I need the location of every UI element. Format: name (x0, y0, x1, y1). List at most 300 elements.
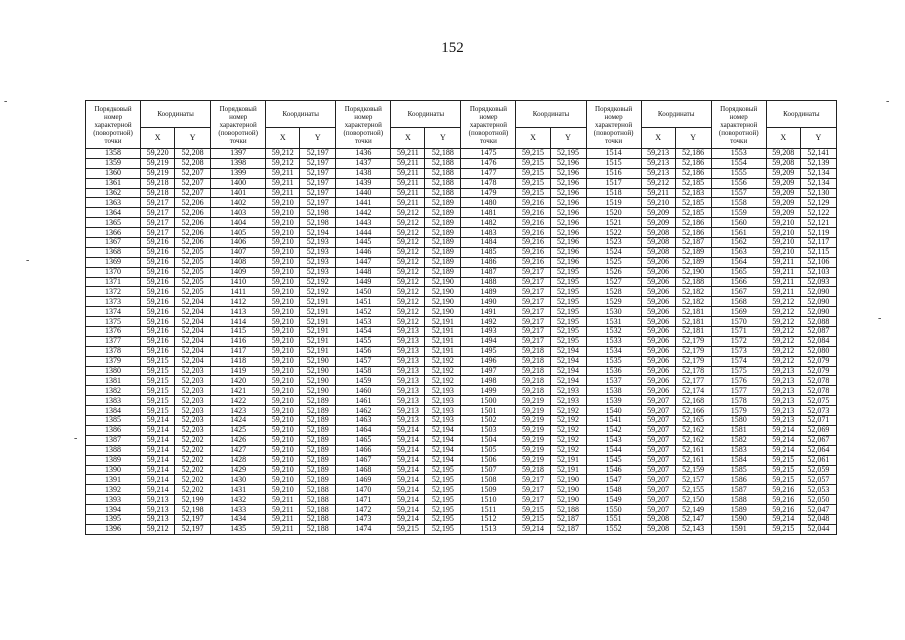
cell-point-number: 1414 (211, 317, 266, 327)
cell-point-number: 1458 (336, 366, 391, 376)
cell-x: 59,219 (516, 406, 550, 416)
cell-point-number: 1513 (461, 524, 516, 534)
cell-point-number: 1365 (86, 218, 141, 228)
cell-y: 52,181 (675, 317, 711, 327)
cell-y: 52,190 (675, 267, 711, 277)
cell-point-number: 1427 (211, 445, 266, 455)
cell-point-number: 1401 (211, 188, 266, 198)
cell-point-number: 1412 (211, 297, 266, 307)
cell-point-number: 1467 (336, 455, 391, 465)
cell-y: 52,193 (425, 406, 461, 416)
cell-x: 59,210 (266, 208, 300, 218)
cell-x: 59,217 (516, 307, 550, 317)
cell-point-number: 1555 (711, 168, 766, 178)
cell-y: 52,190 (425, 287, 461, 297)
cell-x: 59,211 (641, 188, 675, 198)
cell-point-number: 1359 (86, 158, 141, 168)
header-y: Y (550, 128, 586, 149)
cell-x: 59,212 (266, 149, 300, 159)
cell-point-number: 1529 (586, 297, 641, 307)
cell-x: 59,206 (641, 267, 675, 277)
cell-y: 52,207 (175, 178, 211, 188)
cell-point-number: 1590 (711, 514, 766, 524)
cell-point-number: 1470 (336, 485, 391, 495)
cell-x: 59,219 (516, 435, 550, 445)
cell-y: 52,192 (425, 376, 461, 386)
cell-point-number: 1543 (586, 435, 641, 445)
cell-point-number: 1481 (461, 208, 516, 218)
cell-y: 52,195 (550, 277, 586, 287)
cell-x: 59,219 (516, 455, 550, 465)
cell-y: 52,189 (425, 228, 461, 238)
cell-point-number: 1474 (336, 524, 391, 534)
cell-point-number: 1437 (336, 158, 391, 168)
cell-point-number: 1366 (86, 228, 141, 238)
cell-point-number: 1383 (86, 396, 141, 406)
page-number: 152 (441, 40, 464, 56)
cell-x: 59,209 (766, 168, 800, 178)
cell-point-number: 1439 (336, 178, 391, 188)
cell-y: 52,168 (675, 396, 711, 406)
cell-point-number: 1583 (711, 445, 766, 455)
cell-x: 59,217 (516, 485, 550, 495)
cell-point-number: 1422 (211, 396, 266, 406)
cell-point-number: 1524 (586, 247, 641, 257)
cell-y: 52,155 (675, 485, 711, 495)
cell-x: 59,210 (766, 218, 800, 228)
cell-x: 59,211 (266, 188, 300, 198)
cell-x: 59,215 (766, 465, 800, 475)
header-y: Y (675, 128, 711, 149)
cell-y: 52,191 (425, 317, 461, 327)
cell-point-number: 1444 (336, 228, 391, 238)
cell-point-number: 1489 (461, 287, 516, 297)
cell-y: 52,134 (800, 168, 836, 178)
cell-x: 59,212 (766, 336, 800, 346)
cell-y: 52,204 (175, 307, 211, 317)
cell-x: 59,212 (391, 297, 425, 307)
cell-x: 59,207 (641, 465, 675, 475)
cell-x: 59,210 (266, 356, 300, 366)
cell-point-number: 1508 (461, 475, 516, 485)
cell-point-number: 1463 (336, 416, 391, 426)
cell-y: 52,194 (300, 228, 336, 238)
cell-x: 59,215 (516, 188, 550, 198)
cell-point-number: 1461 (336, 396, 391, 406)
cell-point-number: 1537 (586, 376, 641, 386)
cell-point-number: 1531 (586, 317, 641, 327)
cell-x: 59,216 (141, 247, 175, 257)
cell-point-number: 1545 (586, 455, 641, 465)
cell-point-number: 1516 (586, 168, 641, 178)
cell-y: 52,191 (300, 297, 336, 307)
cell-x: 59,207 (641, 406, 675, 416)
cell-point-number: 1570 (711, 317, 766, 327)
cell-y: 52,197 (175, 514, 211, 524)
cell-x: 59,219 (516, 425, 550, 435)
cell-point-number: 1484 (461, 238, 516, 248)
cell-y: 52,195 (425, 524, 461, 534)
cell-point-number: 1360 (86, 168, 141, 178)
cell-point-number: 1479 (461, 188, 516, 198)
cell-point-number: 1402 (211, 198, 266, 208)
table-row (86, 406, 837, 416)
cell-y: 52,193 (550, 396, 586, 406)
cell-y: 52,187 (675, 238, 711, 248)
cell-point-number: 1389 (86, 455, 141, 465)
cell-x: 59,213 (766, 376, 800, 386)
table-row (86, 297, 837, 307)
cell-point-number: 1423 (211, 406, 266, 416)
cell-point-number: 1469 (336, 475, 391, 485)
cell-x: 59,210 (266, 366, 300, 376)
cell-x: 59,210 (266, 287, 300, 297)
cell-y: 52,205 (175, 267, 211, 277)
cell-point-number: 1436 (336, 149, 391, 159)
cell-point-number: 1473 (336, 514, 391, 524)
cell-point-number: 1591 (711, 524, 766, 534)
cell-point-number: 1538 (586, 386, 641, 396)
cell-y: 52,189 (300, 465, 336, 475)
cell-y: 52,203 (175, 425, 211, 435)
cell-point-number: 1494 (461, 336, 516, 346)
cell-x: 59,212 (391, 267, 425, 277)
cell-y: 52,196 (550, 208, 586, 218)
cell-x: 59,207 (641, 396, 675, 406)
cell-x: 59,215 (516, 514, 550, 524)
cell-y: 52,188 (675, 277, 711, 287)
cell-x: 59,214 (391, 435, 425, 445)
cell-point-number: 1410 (211, 277, 266, 287)
table-row (86, 336, 837, 346)
cell-point-number: 1492 (461, 317, 516, 327)
cell-point-number: 1464 (336, 425, 391, 435)
cell-x: 59,210 (266, 307, 300, 317)
cell-point-number: 1510 (461, 495, 516, 505)
cell-x: 59,207 (641, 416, 675, 426)
cell-point-number: 1369 (86, 257, 141, 267)
cell-x: 59,206 (641, 346, 675, 356)
cell-x: 59,214 (141, 445, 175, 455)
cell-point-number: 1556 (711, 178, 766, 188)
cell-x: 59,210 (266, 475, 300, 485)
cell-y: 52,183 (675, 188, 711, 198)
cell-y: 52,192 (300, 277, 336, 287)
table-row (86, 505, 837, 515)
cell-x: 59,213 (391, 396, 425, 406)
cell-point-number: 1403 (211, 208, 266, 218)
header-y: Y (425, 128, 461, 149)
cell-y: 52,166 (675, 406, 711, 416)
cell-x: 59,206 (641, 297, 675, 307)
cell-y: 52,189 (425, 267, 461, 277)
cell-y: 52,197 (300, 168, 336, 178)
cell-y: 52,203 (175, 406, 211, 416)
cell-y: 52,189 (675, 247, 711, 257)
table-row (86, 277, 837, 287)
table-row (86, 307, 837, 317)
cell-x: 59,214 (141, 465, 175, 475)
cell-x: 59,210 (266, 455, 300, 465)
cell-point-number: 1358 (86, 149, 141, 159)
cell-point-number: 1475 (461, 149, 516, 159)
cell-x: 59,211 (766, 267, 800, 277)
cell-point-number: 1415 (211, 327, 266, 337)
table-row (86, 287, 837, 297)
cell-y: 52,192 (300, 287, 336, 297)
cell-x: 59,217 (516, 297, 550, 307)
cell-y: 52,157 (675, 475, 711, 485)
header-point-number: Порядковый номер характерной (поворотной) точки (336, 101, 391, 149)
cell-x: 59,218 (516, 346, 550, 356)
cell-y: 52,206 (175, 198, 211, 208)
cell-point-number: 1455 (336, 336, 391, 346)
cell-y: 52,061 (800, 455, 836, 465)
cell-x: 59,212 (391, 238, 425, 248)
cell-x: 59,218 (141, 178, 175, 188)
cell-x: 59,207 (641, 435, 675, 445)
cell-point-number: 1505 (461, 445, 516, 455)
header-coordinates: Координаты (516, 101, 586, 128)
cell-x: 59,211 (391, 198, 425, 208)
cell-y: 52,194 (550, 366, 586, 376)
table-row (86, 356, 837, 366)
cell-x: 59,208 (641, 228, 675, 238)
table-row (86, 366, 837, 376)
cell-x: 59,207 (641, 445, 675, 455)
cell-x: 59,214 (391, 505, 425, 515)
cell-point-number: 1525 (586, 257, 641, 267)
cell-point-number: 1411 (211, 287, 266, 297)
table-row (86, 168, 837, 178)
cell-point-number: 1578 (711, 396, 766, 406)
cell-x: 59,216 (141, 297, 175, 307)
cell-y: 52,193 (425, 416, 461, 426)
cell-y: 52,198 (300, 208, 336, 218)
cell-point-number: 1527 (586, 277, 641, 287)
cell-y: 52,195 (550, 149, 586, 159)
cell-point-number: 1395 (86, 514, 141, 524)
cell-x: 59,212 (391, 257, 425, 267)
table-row (86, 416, 837, 426)
cell-y: 52,197 (300, 188, 336, 198)
cell-y: 52,079 (800, 366, 836, 376)
table-row (86, 238, 837, 248)
cell-y: 52,191 (425, 346, 461, 356)
margin-mark: - (74, 433, 78, 444)
cell-x: 59,213 (391, 366, 425, 376)
cell-x: 59,215 (766, 524, 800, 534)
cell-y: 52,207 (175, 188, 211, 198)
cell-x: 59,215 (391, 524, 425, 534)
cell-y: 52,206 (175, 228, 211, 238)
cell-y: 52,188 (300, 524, 336, 534)
cell-y: 52,195 (550, 267, 586, 277)
cell-point-number: 1544 (586, 445, 641, 455)
cell-y: 52,188 (300, 495, 336, 505)
table-row (86, 178, 837, 188)
cell-y: 52,192 (550, 416, 586, 426)
cell-x: 59,216 (766, 485, 800, 495)
cell-x: 59,213 (391, 386, 425, 396)
cell-y: 52,193 (425, 386, 461, 396)
cell-y: 52,189 (300, 445, 336, 455)
cell-point-number: 1396 (86, 524, 141, 534)
cell-point-number: 1512 (461, 514, 516, 524)
cell-y: 52,195 (550, 317, 586, 327)
table-row (86, 386, 837, 396)
cell-point-number: 1523 (586, 238, 641, 248)
header-x: X (266, 128, 300, 149)
cell-x: 59,214 (391, 514, 425, 524)
header-coordinates: Координаты (391, 101, 461, 128)
cell-x: 59,210 (266, 218, 300, 228)
cell-y: 52,196 (550, 198, 586, 208)
cell-point-number: 1550 (586, 505, 641, 515)
cell-point-number: 1567 (711, 287, 766, 297)
cell-x: 59,219 (516, 396, 550, 406)
cell-y: 52,204 (175, 356, 211, 366)
cell-x: 59,215 (516, 505, 550, 515)
cell-y: 52,189 (300, 435, 336, 445)
cell-y: 52,194 (550, 346, 586, 356)
cell-y: 52,190 (300, 356, 336, 366)
cell-y: 52,196 (550, 168, 586, 178)
cell-x: 59,209 (641, 208, 675, 218)
cell-x: 59,212 (391, 247, 425, 257)
cell-x: 59,209 (766, 198, 800, 208)
table-row (86, 198, 837, 208)
cell-point-number: 1576 (711, 376, 766, 386)
cell-y: 52,203 (175, 396, 211, 406)
table-row (86, 149, 837, 159)
cell-y: 52,208 (175, 149, 211, 159)
cell-x: 59,218 (516, 356, 550, 366)
cell-x: 59,213 (391, 406, 425, 416)
cell-point-number: 1579 (711, 406, 766, 416)
cell-y: 52,195 (425, 485, 461, 495)
table-row (86, 327, 837, 337)
cell-point-number: 1452 (336, 307, 391, 317)
cell-y: 52,190 (425, 307, 461, 317)
cell-y: 52,106 (800, 257, 836, 267)
cell-x: 59,216 (516, 238, 550, 248)
cell-point-number: 1530 (586, 307, 641, 317)
cell-x: 59,213 (641, 158, 675, 168)
cell-y: 52,194 (425, 425, 461, 435)
cell-point-number: 1460 (336, 386, 391, 396)
cell-x: 59,215 (141, 376, 175, 386)
cell-y: 52,194 (550, 356, 586, 366)
cell-point-number: 1440 (336, 188, 391, 198)
cell-point-number: 1547 (586, 475, 641, 485)
cell-y: 52,190 (300, 386, 336, 396)
cell-y: 52,192 (425, 366, 461, 376)
cell-y: 52,071 (800, 416, 836, 426)
cell-point-number: 1554 (711, 158, 766, 168)
cell-point-number: 1377 (86, 336, 141, 346)
cell-x: 59,211 (391, 149, 425, 159)
cell-y: 52,147 (675, 514, 711, 524)
cell-x: 59,210 (266, 327, 300, 337)
cell-y: 52,073 (800, 406, 836, 416)
cell-y: 52,202 (175, 475, 211, 485)
cell-x: 59,210 (766, 228, 800, 238)
cell-point-number: 1376 (86, 327, 141, 337)
cell-x: 59,210 (766, 238, 800, 248)
cell-y: 52,196 (550, 247, 586, 257)
cell-y: 52,084 (800, 336, 836, 346)
cell-point-number: 1406 (211, 238, 266, 248)
cell-point-number: 1526 (586, 267, 641, 277)
cell-x: 59,210 (266, 247, 300, 257)
cell-y: 52,177 (675, 376, 711, 386)
cell-y: 52,088 (800, 317, 836, 327)
cell-point-number: 1519 (586, 198, 641, 208)
cell-y: 52,204 (175, 297, 211, 307)
cell-point-number: 1399 (211, 168, 266, 178)
cell-point-number: 1371 (86, 277, 141, 287)
cell-x: 59,208 (641, 514, 675, 524)
cell-x: 59,216 (141, 238, 175, 248)
cell-x: 59,215 (766, 475, 800, 485)
cell-x: 59,210 (266, 376, 300, 386)
cell-x: 59,214 (391, 455, 425, 465)
coordinates-table (85, 100, 837, 535)
cell-x: 59,220 (141, 149, 175, 159)
cell-x: 59,206 (641, 386, 675, 396)
cell-y: 52,182 (675, 287, 711, 297)
cell-x: 59,211 (391, 178, 425, 188)
cell-x: 59,212 (766, 327, 800, 337)
cell-x: 59,214 (391, 495, 425, 505)
cell-x: 59,212 (766, 346, 800, 356)
cell-y: 52,165 (675, 416, 711, 426)
cell-point-number: 1424 (211, 416, 266, 426)
cell-point-number: 1391 (86, 475, 141, 485)
cell-y: 52,150 (675, 495, 711, 505)
cell-x: 59,217 (516, 277, 550, 287)
cell-point-number: 1368 (86, 247, 141, 257)
cell-point-number: 1429 (211, 465, 266, 475)
cell-x: 59,206 (641, 366, 675, 376)
cell-x: 59,216 (516, 228, 550, 238)
cell-x: 59,207 (641, 455, 675, 465)
cell-x: 59,214 (391, 465, 425, 475)
cell-point-number: 1468 (336, 465, 391, 475)
cell-point-number: 1514 (586, 149, 641, 159)
cell-y: 52,190 (300, 366, 336, 376)
cell-point-number: 1457 (336, 356, 391, 366)
table-row (86, 228, 837, 238)
cell-x: 59,214 (391, 475, 425, 485)
cell-y: 52,189 (300, 475, 336, 485)
cell-point-number: 1400 (211, 178, 266, 188)
cell-point-number: 1488 (461, 277, 516, 287)
cell-point-number: 1380 (86, 366, 141, 376)
cell-y: 52,202 (175, 445, 211, 455)
cell-y: 52,195 (425, 514, 461, 524)
cell-point-number: 1549 (586, 495, 641, 505)
cell-y: 52,129 (800, 198, 836, 208)
cell-point-number: 1466 (336, 445, 391, 455)
table-row (86, 218, 837, 228)
cell-x: 59,214 (141, 475, 175, 485)
cell-x: 59,215 (141, 386, 175, 396)
cell-point-number: 1499 (461, 386, 516, 396)
cell-x: 59,211 (766, 257, 800, 267)
cell-y: 52,194 (425, 445, 461, 455)
